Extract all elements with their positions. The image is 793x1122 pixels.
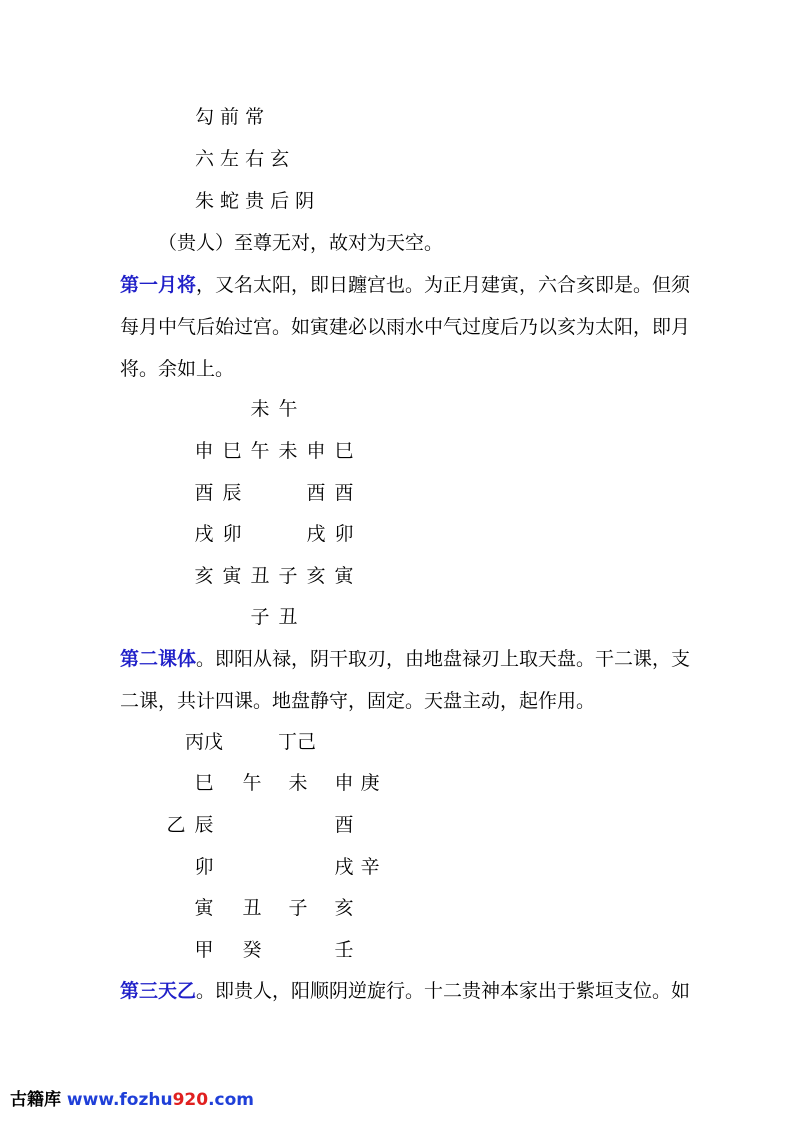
section3-line1 — [120, 979, 690, 1003]
grid2-r1-1: 巳 — [194, 772, 214, 794]
grid1-r3-3: 戌 — [306, 523, 326, 545]
section2-heading: 第二课体 — [120, 648, 197, 670]
watermark-brand: 古籍库 — [10, 1090, 61, 1110]
grid2-r1-4: 申 — [334, 772, 354, 794]
grid2-r1-2: 午 — [242, 772, 262, 794]
grid1-r4-6: 寅 — [334, 565, 354, 587]
grid2-r2-3: 酉 — [334, 814, 354, 836]
grid2-r4-1: 寅 — [194, 897, 214, 919]
grid1-r3-2: 卯 — [222, 523, 242, 545]
grid1-r2-2: 辰 — [222, 482, 242, 504]
grid2-top-1: 丙戊 — [185, 731, 224, 753]
grid1-r3-1: 戌 — [194, 523, 214, 545]
grid1-r4-1: 亥 — [194, 565, 214, 587]
section1-line3: 将。余如上。 — [120, 358, 235, 380]
grid1-r4-4: 子 — [278, 565, 298, 587]
grid2-top-2: 丁己 — [278, 731, 317, 753]
intro-row-2: 六 左 右 玄 — [195, 148, 290, 170]
section3-text1: 。即贵人，阳顺阴逆旋行。十二贵神本家出于紫垣支位。如 — [196, 980, 691, 1002]
grid1-r1-4: 未 — [278, 440, 298, 462]
section2-line2: 二课，共计四课。地盘静守，固定。天盘主动，起作用。 — [120, 690, 596, 712]
grid1-r1-1: 申 — [194, 440, 214, 462]
watermark-url-number: 920 — [172, 1090, 209, 1110]
grid1-top-2: 午 — [278, 398, 298, 420]
intro-row-1: 勾 前 常 — [195, 106, 265, 128]
site-watermark — [10, 1089, 254, 1111]
section1-text1: ，又名太阳，即日躔宫也。为正月建寅，六合亥即是。但须 — [196, 274, 691, 296]
grid2-r3-3: 辛 — [360, 856, 380, 878]
grid2-r4-2: 丑 — [242, 897, 262, 919]
watermark-url-prefix: www.fozhu — [66, 1090, 173, 1110]
grid2-r1-5: 庚 — [360, 772, 380, 794]
grid1-bottom-1: 子 — [250, 606, 270, 628]
grid2-r5-1: 甲 — [194, 939, 214, 961]
grid2-r5-2: 癸 — [242, 939, 262, 961]
grid1-r1-3: 午 — [250, 440, 270, 462]
grid1-r1-2: 巳 — [222, 440, 242, 462]
grid1-r1-5: 申 — [306, 440, 326, 462]
grid1-r4-3: 丑 — [250, 565, 270, 587]
grid1-r3-4: 卯 — [334, 523, 354, 545]
grid2-r2-1: 乙 — [166, 814, 186, 836]
section2-text1: 。即阳从禄，阴干取刃，由地盘禄刃上取天盘。干二课，支 — [196, 648, 691, 670]
grid1-r4-5: 亥 — [306, 565, 326, 587]
grid2-r3-1: 卯 — [194, 856, 214, 878]
grid2-r5-3: 壬 — [334, 939, 354, 961]
grid2-r4-3: 子 — [288, 897, 308, 919]
grid2-r3-2: 戌 — [334, 856, 354, 878]
grid2-r2-2: 辰 — [194, 814, 214, 836]
grid1-r2-1: 酉 — [194, 482, 214, 504]
intro-row-3: 朱 蛇 贵 后 阴 — [195, 190, 315, 212]
section3-heading: 第三天乙 — [120, 980, 197, 1002]
note-line: （贵人）至尊无对，故对为天空。 — [158, 232, 444, 254]
section1-heading: 第一月将 — [120, 274, 197, 296]
grid1-bottom-2: 丑 — [278, 606, 298, 628]
grid1-top-1: 未 — [250, 398, 270, 420]
grid2-r4-4: 亥 — [334, 897, 354, 919]
watermark-url-suffix: .com — [208, 1090, 255, 1110]
grid1-r2-4: 酉 — [334, 482, 354, 504]
grid1-r1-6: 巳 — [334, 440, 354, 462]
section1-line2: 每月中气后始过宫。如寅建必以雨水中气过度后乃以亥为太阳，即月 — [120, 316, 691, 338]
grid2-r1-3: 未 — [288, 772, 308, 794]
grid1-r4-2: 寅 — [222, 565, 242, 587]
section1-line1 — [120, 273, 690, 297]
section2-line1 — [120, 647, 690, 671]
grid1-r2-3: 酉 — [306, 482, 326, 504]
